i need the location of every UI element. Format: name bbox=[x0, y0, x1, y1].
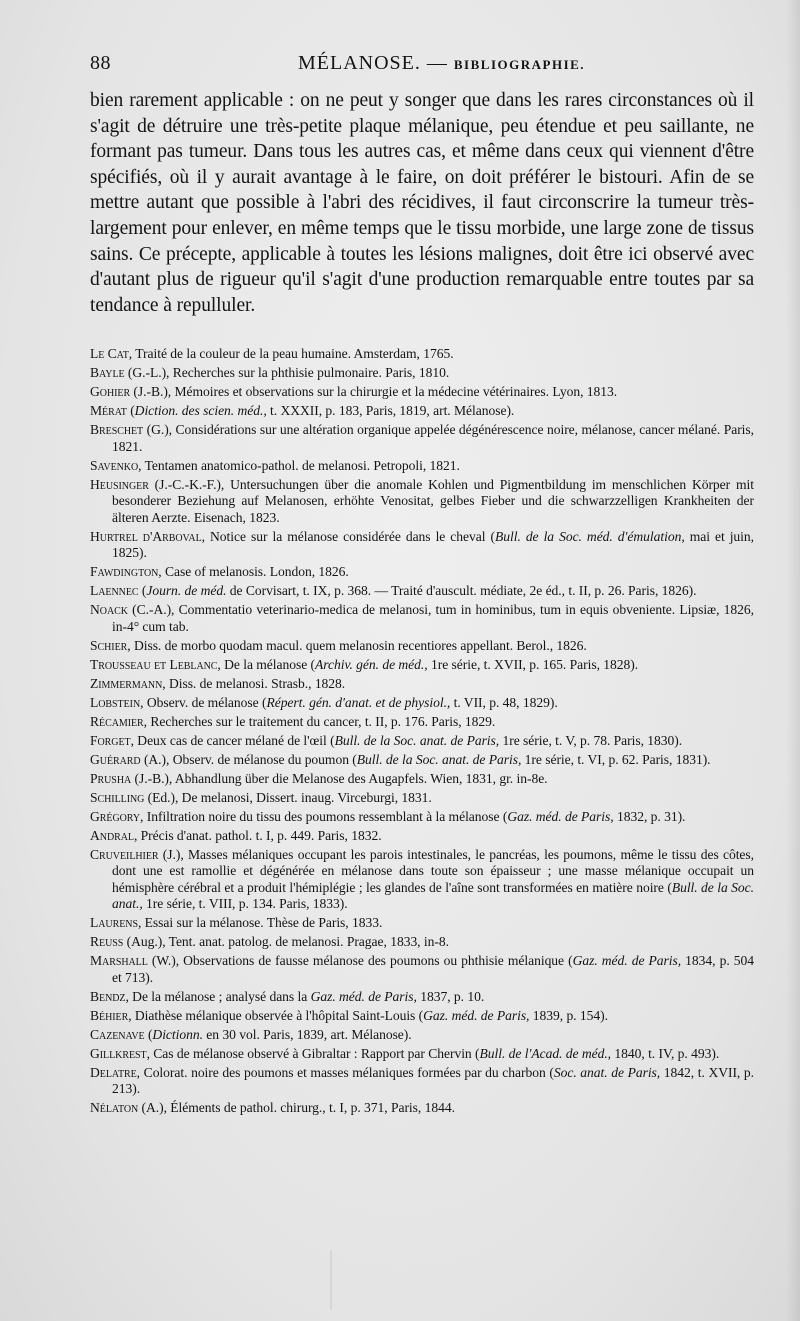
entry-source-title: Bull. de l'Acad. de méd., bbox=[479, 1045, 612, 1061]
entry-text: Tentamen anatomico-pathol. de melanosi. Petropoli, 1821. bbox=[141, 457, 460, 473]
bibliography-entry bbox=[90, 934, 754, 951]
entry-details: 1re série, t. VIII, p. 134. Paris, 1833). bbox=[142, 896, 348, 911]
bibliography-entry bbox=[90, 695, 754, 712]
entry-text: Essai sur la mélanose. Thèse de Paris, 1833. bbox=[141, 915, 383, 930]
entry-details: 1839, p. 154). bbox=[529, 1007, 608, 1023]
entry-text: Diathèse mélanique observée à l'hôpital Saint-Louis ( bbox=[131, 1007, 424, 1023]
entry-details: en 30 vol. Paris, 1839, art. Mélanose). bbox=[202, 1026, 412, 1042]
entry-author: Savenko, bbox=[90, 457, 142, 473]
entry-text: Colorat. noire des poumons et masses mélaniques formées par du charbon ( bbox=[140, 1064, 554, 1080]
entry-author: Guérard bbox=[90, 751, 141, 767]
entry-author: Delatre, bbox=[90, 1064, 141, 1080]
entry-details: 1re série, t. VI, p. 62. Paris, 1831). bbox=[521, 751, 711, 767]
entry-author: Breschet bbox=[90, 422, 144, 437]
bibliography-entry bbox=[90, 422, 754, 455]
entry-author: Hurtrel d'Arboval, bbox=[90, 528, 205, 544]
entry-text: (G.), Considérations sur une altération organique appelée dégénérescence noire, mélanose, cancer mélané. Paris, 1821. bbox=[112, 422, 754, 454]
bibliography-entry bbox=[90, 1008, 754, 1025]
entry-text: (W.), Observations de fausse mélanose des poumons ou phthisie mélanique ( bbox=[147, 953, 573, 968]
entry-text: Diss. de melanosi. Strasb., 1828. bbox=[165, 675, 346, 691]
main-text bbox=[90, 88, 754, 318]
entry-author: Heusinger bbox=[90, 476, 149, 492]
entry-text: (A.), Observ. de mélanose du poumon ( bbox=[140, 751, 357, 767]
entry-text: (J.-C.-K.-F.), Untersuchungen über die anomale Kohlen und Pigmentbildung im menschlichen Körper mit besonderer Beziehung auf Melanosen, erhöhte Venositat, gelbes Fieber und die schwarzzelligen Krankheiten der älteren Aerzte. Eisenach, 1823. bbox=[112, 476, 754, 525]
bibliography-entry bbox=[90, 790, 754, 807]
entry-text: (C.-A.), Commentatio veterinario-medica de melanosi, tum in hominibus, tum in equis obveniente. Lipsiæ, 1826, in-4° cum tab. bbox=[112, 602, 754, 634]
bibliography-entry bbox=[90, 638, 754, 655]
entry-details: 1840, t. IV, p. 493). bbox=[611, 1045, 720, 1061]
bibliography-entry bbox=[90, 564, 754, 581]
entry-author: Andral, bbox=[90, 827, 138, 843]
entry-author: Schier, bbox=[90, 637, 131, 653]
bibliography-entry bbox=[90, 953, 754, 986]
bibliography-entry bbox=[90, 1046, 754, 1063]
entry-author: Mérat bbox=[90, 403, 127, 418]
entry-author: Prusha bbox=[90, 770, 132, 786]
bibliography-entry bbox=[90, 989, 754, 1006]
page-number: 88 bbox=[90, 52, 111, 74]
entry-details: t. XXXII, p. 183, Paris, 1819, art. Mélanose). bbox=[266, 403, 515, 418]
bibliography-entry bbox=[90, 1065, 754, 1098]
entry-source-title: Gaz. méd. de Paris, bbox=[507, 808, 614, 824]
bibliography-list bbox=[90, 346, 754, 1119]
entry-author: Laennec bbox=[90, 583, 139, 598]
entry-author: Noack bbox=[90, 602, 128, 617]
running-title bbox=[298, 52, 585, 75]
bibliography-entry bbox=[90, 752, 754, 769]
entry-details: 1837, p. 10. bbox=[416, 988, 485, 1004]
entry-source-title: Bull. de la Soc. anat., bbox=[112, 879, 754, 911]
entry-author: Schilling bbox=[90, 789, 145, 805]
entry-text: Deux cas de cancer mélané de l'œil ( bbox=[133, 732, 335, 748]
entry-author: Reuss bbox=[90, 934, 124, 949]
entry-author: Béhier, bbox=[90, 1007, 132, 1023]
bibliography-entry bbox=[90, 458, 754, 475]
entry-source-title: Bull. de la Soc. anat. de Paris, bbox=[334, 732, 500, 748]
bibliography-entry bbox=[90, 403, 754, 420]
bibliography-entry bbox=[90, 1100, 754, 1117]
entry-source-title: Dictionn. bbox=[152, 1026, 203, 1042]
entry-source-title: Gaz. méd. de Paris, bbox=[572, 953, 682, 968]
entry-author: Cruveilhier bbox=[90, 846, 159, 862]
bibliography-entry bbox=[90, 583, 754, 600]
entry-details: t. VII, p. 48, 1829). bbox=[450, 694, 558, 710]
entry-author: Fawdington, bbox=[90, 564, 162, 579]
entry-author: Laurens, bbox=[90, 915, 142, 930]
entry-details: mai et juin, 1825). bbox=[112, 528, 754, 560]
entry-author: Récamier, bbox=[90, 713, 148, 729]
entry-source-title: Soc. anat. de Paris, bbox=[553, 1064, 661, 1080]
entry-author: Le Cat, bbox=[90, 346, 133, 361]
bibliography-entry bbox=[90, 771, 754, 788]
bibliography-entry bbox=[90, 733, 754, 750]
entry-details: 1re série, t. XVII, p. 165. Paris, 1828). bbox=[427, 656, 639, 672]
entry-text: Diss. de morbo quodam macul. quem melanosin recentiores appellant. Berol., 1826. bbox=[130, 637, 587, 653]
bibliography-entry bbox=[90, 676, 754, 693]
chapter-title: MÉLANOSE. bbox=[298, 52, 421, 74]
entry-source-title: Diction. des scien. méd., bbox=[134, 403, 267, 418]
entry-author: Marshall bbox=[90, 953, 148, 968]
bibliography-entry bbox=[90, 915, 754, 932]
entry-text: (Ed.), De melanosi, Dissert. inaug. Virceburgi, 1831. bbox=[144, 789, 432, 805]
bibliography-entry bbox=[90, 365, 754, 382]
entry-author: Nélaton bbox=[90, 1100, 139, 1115]
entry-author: Lobstein, bbox=[90, 694, 144, 710]
entry-details: 1832, p. 31). bbox=[613, 808, 686, 824]
entry-source-title: Archiv. gén. de méd., bbox=[315, 656, 428, 672]
entry-text: (J.-B.), Abhandlung über die Melanose des Augapfels. Wien, 1831, gr. in-8e. bbox=[131, 770, 548, 786]
paper-mark bbox=[330, 1250, 332, 1310]
entry-text: (G.-L.), Recherches sur la phthisie pulmonaire. Paris, 1810. bbox=[124, 365, 450, 380]
bibliography-entry bbox=[90, 657, 754, 674]
entry-author: Trousseau et Leblanc, bbox=[90, 656, 221, 672]
entry-text: (J.), Masses mélaniques occupant les parois intestinales, le pancréas, les poumons, même le tissu des côtes, dont une est ramollie et dégénérée en mélanose dans toute son épaisseur ; une masse mélanique occupait un hémisphère cérébral et a produit l'hémiplégie ; les glandes de l'aîne sont transformées en matière noire ( bbox=[112, 846, 754, 895]
entry-source-title: Journ. de méd. bbox=[146, 583, 227, 598]
bibliography-entry bbox=[90, 346, 754, 363]
entry-source-title: Gaz. méd. de Paris, bbox=[423, 1007, 530, 1023]
entry-source-title: Bull. de la Soc. anat. de Paris, bbox=[356, 751, 522, 767]
bibliography-entry bbox=[90, 384, 754, 401]
entry-author: Gillkrest, bbox=[90, 1045, 150, 1061]
bibliography-entry bbox=[90, 602, 754, 635]
entry-text: Case of melanosis. London, 1826. bbox=[161, 564, 349, 579]
entry-text: (Aug.), Tent. anat. patolog. de melanosi. Pragae, 1833, in-8. bbox=[123, 934, 449, 949]
entry-author: Forget, bbox=[90, 732, 134, 748]
entry-text: ( bbox=[138, 583, 147, 598]
entry-text: ( bbox=[144, 1026, 153, 1042]
entry-text: Précis d'anat. pathol. t. I, p. 449. Paris, 1832. bbox=[137, 827, 382, 843]
entry-author: Zimmermann, bbox=[90, 675, 166, 691]
entry-text: (A.), Éléments de pathol. chirurg., t. I, p. 371, Paris, 1844. bbox=[138, 1100, 455, 1115]
entry-source-title: Bull. de la Soc. méd. d'émulation, bbox=[494, 528, 685, 544]
bibliography-entry bbox=[90, 847, 754, 913]
bibliography-entry bbox=[90, 1027, 754, 1044]
entry-author: Grégory, bbox=[90, 808, 144, 824]
bibliography-entry bbox=[90, 809, 754, 826]
entry-text: Recherches sur le traitement du cancer, t. II, p. 176. Paris, 1829. bbox=[147, 713, 496, 729]
bibliography-entry bbox=[90, 828, 754, 845]
body-paragraph: bien rarement applicable : on ne peut y songer que dans les rares circonstances où il s'agit de détruire une très-petite plaque mélanique, peu étendue et peu saillante, ne formant pas tumeur. Dans tous les autres cas, et même dans ceux qui viennent d'être spécifiés, où il y aurait avantage à le faire, on doit préférer le bistouri. Afin de se mettre autant que possible à l'abri des récidives, il faut circonscrire la tumeur très-largement pour enlever, en même temps que le tissu morbide, une large zone de tissus sains. Ce précepte, applicable à toutes les lésions malignes, doit être ici observé avec d'autant plus de rigueur qu'il s'agit d'une production remarquable entre toutes par sa tendance à repulluler. bbox=[90, 90, 754, 316]
entry-author: Cazenave bbox=[90, 1026, 145, 1042]
entry-source-title: Répert. gén. d'anat. et de physiol., bbox=[266, 694, 451, 710]
entry-author: Gohier bbox=[90, 384, 131, 399]
running-header bbox=[90, 52, 754, 82]
entry-author: Bendz, bbox=[90, 988, 129, 1004]
entry-text: Notice sur la mélanose considérée dans le cheval ( bbox=[205, 528, 495, 544]
entry-details: 1re série, t. V, p. 78. Paris, 1830). bbox=[499, 732, 683, 748]
entry-details: de Corvisart, t. IX, p. 368. — Traité d'auscult. médiate, 2e éd., t. II, p. 26. Paris, 1826). bbox=[226, 583, 697, 598]
entry-author: Bayle bbox=[90, 365, 125, 380]
title-dash: — bbox=[426, 52, 448, 74]
page-edge-shadow bbox=[786, 0, 800, 1321]
entry-text: Observ. de mélanose ( bbox=[143, 694, 267, 710]
entry-details: 1834, p. 504 et 713). bbox=[112, 953, 755, 985]
bibliography-entry bbox=[90, 714, 754, 731]
bibliography-entry bbox=[90, 477, 754, 527]
entry-text: ( bbox=[126, 403, 135, 418]
section-title: BIBLIOGRAPHIE. bbox=[453, 57, 586, 72]
bibliography-entry bbox=[90, 529, 754, 562]
entry-details: 1842, t. XVII, p. 213). bbox=[112, 1064, 754, 1096]
entry-source-title: Gaz. méd. de Paris, bbox=[310, 988, 417, 1004]
entry-details: Traité de la couleur de la peau humaine. Amsterdam, 1765. bbox=[135, 346, 454, 361]
entry-text: De la mélanose ( bbox=[220, 656, 316, 672]
entry-text: Cas de mélanose observé à Gibraltar : Rapport par Chervin ( bbox=[149, 1045, 480, 1061]
entry-text: Infiltration noire du tissu des poumons ressemblant à la mélanose ( bbox=[143, 808, 508, 824]
entry-text: De la mélanose ; analysé dans la bbox=[128, 988, 311, 1004]
entry-text: (J.-B.), Mémoires et observations sur la chirurgie et la médecine vétérinaires. Lyon, 1813. bbox=[130, 384, 618, 399]
